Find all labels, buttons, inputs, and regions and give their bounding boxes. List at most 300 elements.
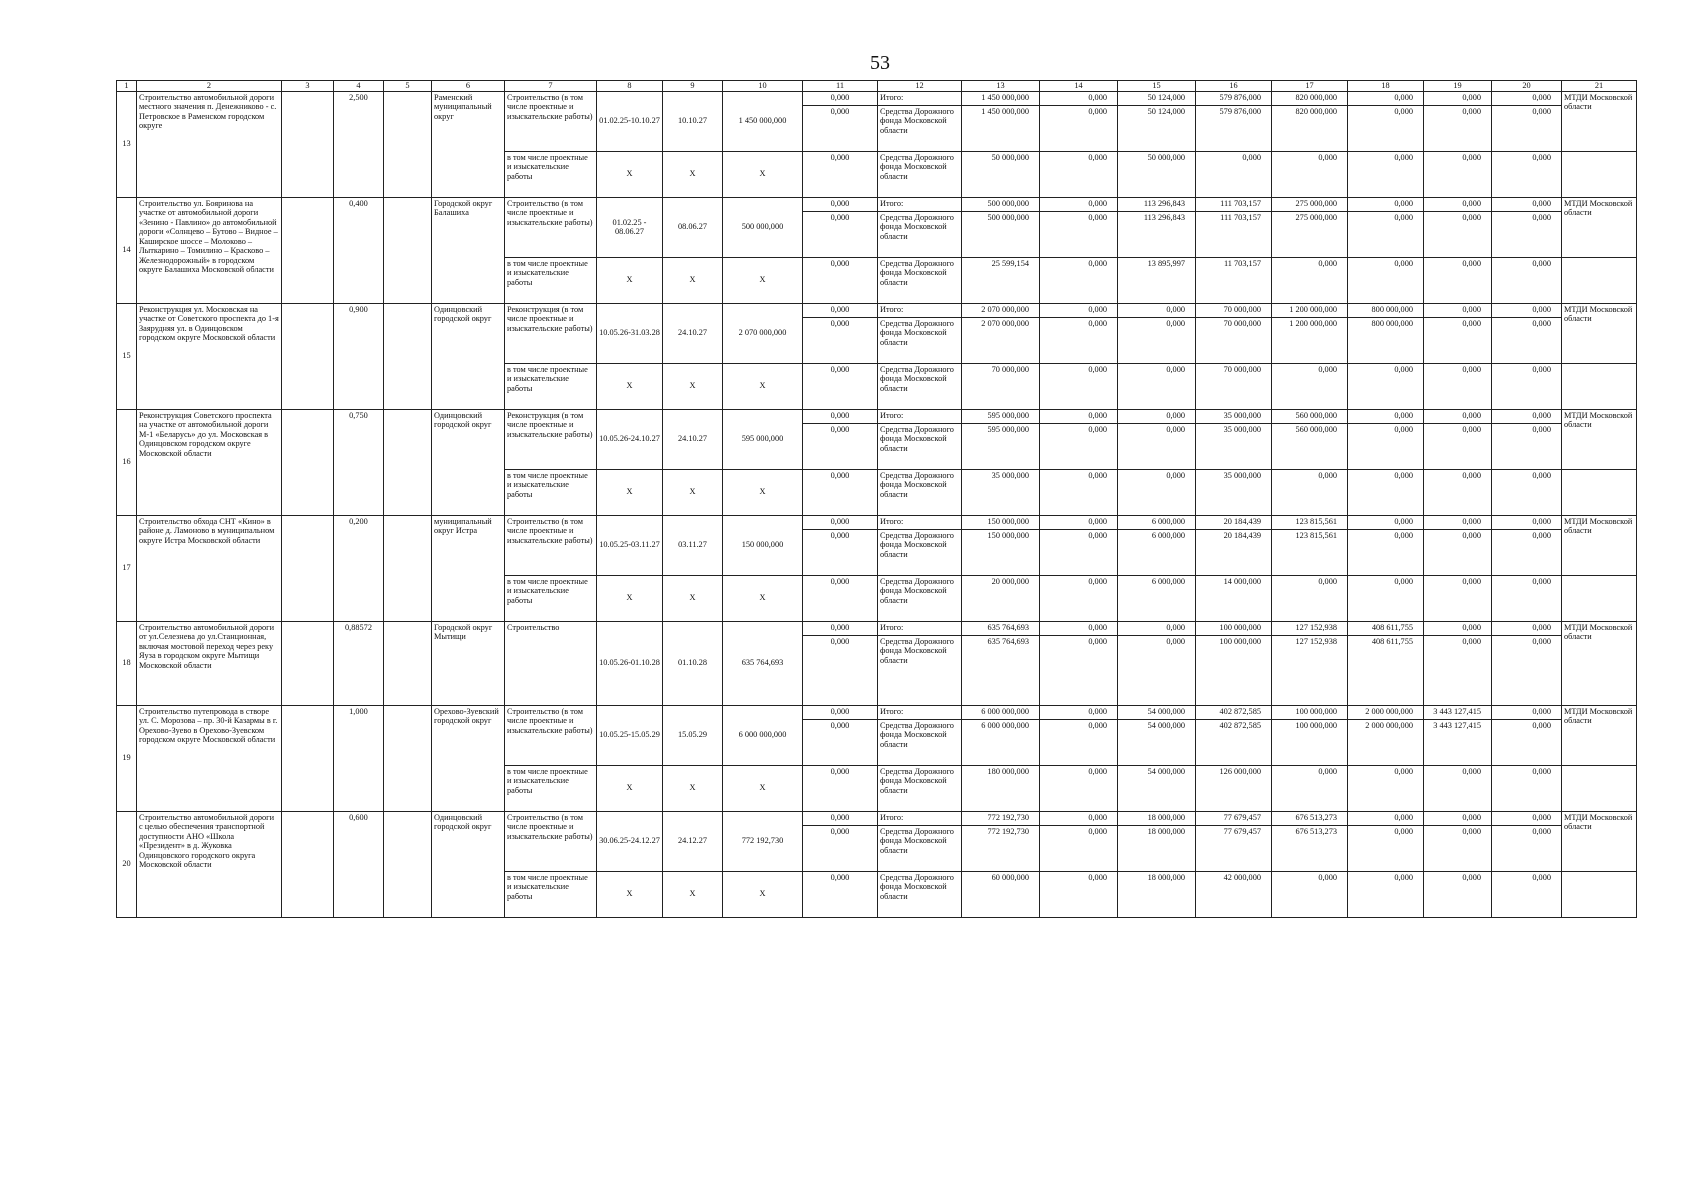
value-cell: 0,000 — [803, 303, 878, 317]
value-cell: 0,000 — [1348, 91, 1424, 105]
value-cell: 0,000 — [1424, 211, 1492, 257]
work-kind-cell: в том числе проектные и изыскательские работы — [505, 257, 597, 303]
work-kind-cell: Строительство (в том числе проектные и изыскательские работы) — [505, 91, 597, 151]
value-cell: 2 000 000,000 — [1348, 705, 1424, 719]
value-cell: 500 000,000 — [962, 211, 1040, 257]
value-cell: 50 124,000 — [1118, 91, 1196, 105]
value-cell: 0,000 — [803, 719, 878, 765]
value-cell: 150 000,000 — [962, 515, 1040, 529]
table-row — [117, 705, 1637, 719]
value-cell: 3 443 127,415 — [1424, 705, 1492, 719]
value-cell: 0,000 — [803, 871, 878, 917]
executor-cell — [1562, 363, 1637, 409]
work-kind-cell: Строительство (в том числе проектные и изыскательские работы) — [505, 811, 597, 871]
dates-cell: 10.05.26-31.03.28 — [597, 303, 663, 363]
value-cell: 0,000 — [1272, 765, 1348, 811]
funding-source-cell: Итого: — [878, 621, 962, 635]
funding-source-cell: Средства Дорожного фонда Московской области — [878, 871, 962, 917]
value-cell: 0,000 — [1492, 409, 1562, 423]
value-cell: 800 000,000 — [1348, 303, 1424, 317]
executor-cell: МТДИ Московской области — [1562, 409, 1637, 469]
funding-source-cell: Средства Дорожного фонда Московской области — [878, 575, 962, 621]
row-number: 16 — [117, 409, 137, 515]
column-3-cell — [282, 705, 334, 811]
column-number: 1 — [117, 81, 137, 92]
table-row — [117, 197, 1637, 211]
dates-cell: 01.02.25 - 08.06.27 — [597, 197, 663, 257]
value-cell: 0,000 — [1348, 105, 1424, 151]
value-cell: 20 000,000 — [962, 575, 1040, 621]
work-kind-cell: Строительство (в том числе проектные и изыскательские работы) — [505, 705, 597, 765]
column-number: 19 — [1424, 81, 1492, 92]
dates-cell: 01.02.25-10.10.27 — [597, 91, 663, 151]
executor-cell: МТДИ Московской области — [1562, 811, 1637, 871]
executor-cell — [1562, 469, 1637, 515]
value-cell: 0,000 — [803, 811, 878, 825]
value-cell: 11 703,157 — [1196, 257, 1272, 303]
column-3-cell — [282, 303, 334, 409]
value-cell: 0,000 — [1424, 871, 1492, 917]
value-cell: 275 000,000 — [1272, 211, 1348, 257]
value-cell: 70 000,000 — [1196, 363, 1272, 409]
value-cell: 0,000 — [1348, 469, 1424, 515]
value-cell: 0,000 — [1424, 825, 1492, 871]
value-cell: 0,000 — [1492, 257, 1562, 303]
value-cell: 0,000 — [1348, 197, 1424, 211]
value-cell: 0,000 — [1492, 363, 1562, 409]
value-cell: 0,000 — [1492, 719, 1562, 765]
column-3-cell — [282, 515, 334, 621]
value-cell: 0,000 — [1040, 635, 1118, 705]
value-cell: 0,000 — [1040, 409, 1118, 423]
value-cell: 0,000 — [1040, 105, 1118, 151]
x-mark-cell: Х — [723, 575, 803, 621]
value-cell: 2 000 000,000 — [1348, 719, 1424, 765]
value-cell: 0,000 — [1040, 515, 1118, 529]
table-row — [117, 91, 1637, 105]
value-cell: 0,000 — [1424, 469, 1492, 515]
cost-cell: 1 450 000,000 — [723, 91, 803, 151]
x-mark-cell: Х — [597, 363, 663, 409]
value-cell: 20 184,439 — [1196, 529, 1272, 575]
object-name: Строительство путепровода в створе ул. С. Морозова – пр. 30-й Казармы в г. Орехово-Зуево в Орехово-Зуевском городском округе Московской области — [137, 705, 282, 811]
value-cell: 18 000,000 — [1118, 825, 1196, 871]
column-number: 7 — [505, 81, 597, 92]
value-cell: 0,000 — [1040, 257, 1118, 303]
value-cell: 0,000 — [1492, 825, 1562, 871]
length-cell: 0,750 — [334, 409, 384, 515]
column-number: 17 — [1272, 81, 1348, 92]
funding-source-cell: Средства Дорожного фонда Московской области — [878, 257, 962, 303]
x-mark-cell: Х — [597, 469, 663, 515]
value-cell: 772 192,730 — [962, 825, 1040, 871]
municipality-cell: Городской округ Балашиха — [432, 197, 505, 303]
value-cell: 402 872,585 — [1196, 705, 1272, 719]
municipality-cell: Раменский муниципальный округ — [432, 91, 505, 197]
value-cell: 0,000 — [1040, 91, 1118, 105]
value-cell: 150 000,000 — [962, 529, 1040, 575]
value-cell: 1 200 000,000 — [1272, 303, 1348, 317]
column-number: 18 — [1348, 81, 1424, 92]
financing-table — [116, 80, 1637, 918]
value-cell: 0,000 — [1040, 363, 1118, 409]
value-cell: 0,000 — [1424, 529, 1492, 575]
cost-cell: 500 000,000 — [723, 197, 803, 257]
row-number: 14 — [117, 197, 137, 303]
value-cell: 0,000 — [1040, 825, 1118, 871]
value-cell: 0,000 — [1348, 409, 1424, 423]
value-cell: 0,000 — [1348, 825, 1424, 871]
column-number: 13 — [962, 81, 1040, 92]
value-cell: 275 000,000 — [1272, 197, 1348, 211]
value-cell: 560 000,000 — [1272, 409, 1348, 423]
work-kind-cell: Реконструкция (в том числе проектные и изыскательские работы) — [505, 303, 597, 363]
value-cell: 0,000 — [1040, 529, 1118, 575]
column-number: 8 — [597, 81, 663, 92]
value-cell: 0,000 — [1040, 317, 1118, 363]
object-name: Реконструкция ул. Московская на участке от Советского проспекта до 1-я Заярудняя ул. в Одинцовском городском округе Московской области — [137, 303, 282, 409]
value-cell: 25 599,154 — [962, 257, 1040, 303]
value-cell: 0,000 — [1492, 303, 1562, 317]
cost-cell: 595 000,000 — [723, 409, 803, 469]
municipality-cell: Одинцовский городской округ — [432, 409, 505, 515]
funding-source-cell: Средства Дорожного фонда Московской области — [878, 469, 962, 515]
value-cell: 54 000,000 — [1118, 705, 1196, 719]
column-number: 6 — [432, 81, 505, 92]
object-name: Строительство автомобильной дороги местного значения п. Денежниково - с. Петровское в Раменском городском округе — [137, 91, 282, 197]
value-cell: 635 764,693 — [962, 635, 1040, 705]
value-cell: 100 000,000 — [1196, 635, 1272, 705]
value-cell: 123 815,561 — [1272, 529, 1348, 575]
value-cell: 0,000 — [1118, 317, 1196, 363]
x-mark-cell: Х — [663, 575, 723, 621]
executor-cell: МТДИ Московской области — [1562, 515, 1637, 575]
value-cell: 0,000 — [803, 621, 878, 635]
value-cell: 0,000 — [803, 409, 878, 423]
value-cell: 113 296,843 — [1118, 197, 1196, 211]
end-date-cell: 08.06.27 — [663, 197, 723, 257]
table-body — [117, 91, 1637, 917]
value-cell: 6 000 000,000 — [962, 719, 1040, 765]
value-cell: 100 000,000 — [1272, 719, 1348, 765]
column-5-cell — [384, 811, 432, 917]
work-kind-cell: Строительство (в том числе проектные и изыскательские работы) — [505, 197, 597, 257]
municipality-cell: Одинцовский городской округ — [432, 811, 505, 917]
work-kind-cell: в том числе проектные и изыскательские работы — [505, 871, 597, 917]
end-date-cell: 24.10.27 — [663, 409, 723, 469]
value-cell: 500 000,000 — [962, 197, 1040, 211]
column-number: 2 — [137, 81, 282, 92]
value-cell: 0,000 — [803, 515, 878, 529]
row-number: 19 — [117, 705, 137, 811]
value-cell: 0,000 — [1492, 423, 1562, 469]
dates-cell: 10.05.25-03.11.27 — [597, 515, 663, 575]
value-cell: 111 703,157 — [1196, 197, 1272, 211]
value-cell: 13 895,997 — [1118, 257, 1196, 303]
length-cell: 0,900 — [334, 303, 384, 409]
value-cell: 0,000 — [1118, 635, 1196, 705]
cost-cell: 635 764,693 — [723, 621, 803, 705]
x-mark-cell: Х — [723, 469, 803, 515]
row-number: 18 — [117, 621, 137, 705]
value-cell: 676 513,273 — [1272, 811, 1348, 825]
value-cell: 0,000 — [1492, 871, 1562, 917]
column-5-cell — [384, 705, 432, 811]
value-cell: 595 000,000 — [962, 409, 1040, 423]
value-cell: 0,000 — [1348, 871, 1424, 917]
value-cell: 111 703,157 — [1196, 211, 1272, 257]
x-mark-cell: Х — [663, 257, 723, 303]
dates-cell: 30.06.25-24.12.27 — [597, 811, 663, 871]
value-cell: 0,000 — [803, 197, 878, 211]
length-cell: 0,200 — [334, 515, 384, 621]
column-3-cell — [282, 811, 334, 917]
column-3-cell — [282, 621, 334, 705]
value-cell: 0,000 — [1040, 197, 1118, 211]
funding-source-cell: Средства Дорожного фонда Московской области — [878, 363, 962, 409]
value-cell: 0,000 — [803, 825, 878, 871]
row-number: 17 — [117, 515, 137, 621]
value-cell: 18 000,000 — [1118, 871, 1196, 917]
length-cell: 0,400 — [334, 197, 384, 303]
value-cell: 0,000 — [1424, 621, 1492, 635]
executor-cell — [1562, 257, 1637, 303]
dates-cell: 10.05.26-01.10.28 — [597, 621, 663, 705]
end-date-cell: 03.11.27 — [663, 515, 723, 575]
value-cell: 50 000,000 — [962, 151, 1040, 197]
funding-source-cell: Средства Дорожного фонда Московской области — [878, 825, 962, 871]
funding-source-cell: Средства Дорожного фонда Московской области — [878, 529, 962, 575]
value-cell: 3 443 127,415 — [1424, 719, 1492, 765]
column-number: 9 — [663, 81, 723, 92]
value-cell: 6 000,000 — [1118, 575, 1196, 621]
length-cell: 0,88572 — [334, 621, 384, 705]
value-cell: 0,000 — [1118, 409, 1196, 423]
value-cell: 0,000 — [803, 151, 878, 197]
value-cell: 180 000,000 — [962, 765, 1040, 811]
value-cell: 127 152,938 — [1272, 621, 1348, 635]
value-cell: 0,000 — [1424, 105, 1492, 151]
value-cell: 820 000,000 — [1272, 91, 1348, 105]
x-mark-cell: Х — [663, 151, 723, 197]
executor-cell: МТДИ Московской области — [1562, 91, 1637, 151]
column-number: 3 — [282, 81, 334, 92]
value-cell: 0,000 — [1118, 363, 1196, 409]
value-cell: 18 000,000 — [1118, 811, 1196, 825]
executor-cell: МТДИ Московской области — [1562, 705, 1637, 765]
page-number: 53 — [870, 52, 890, 74]
value-cell: 77 679,457 — [1196, 811, 1272, 825]
value-cell: 1 450 000,000 — [962, 91, 1040, 105]
value-cell: 0,000 — [1424, 765, 1492, 811]
value-cell: 70 000,000 — [1196, 303, 1272, 317]
value-cell: 676 513,273 — [1272, 825, 1348, 871]
cost-cell: 772 192,730 — [723, 811, 803, 871]
value-cell: 0,000 — [1348, 529, 1424, 575]
value-cell: 402 872,585 — [1196, 719, 1272, 765]
municipality-cell: Одинцовский городской округ — [432, 303, 505, 409]
column-number: 12 — [878, 81, 962, 92]
value-cell: 100 000,000 — [1272, 705, 1348, 719]
value-cell: 0,000 — [1040, 719, 1118, 765]
executor-cell — [1562, 765, 1637, 811]
value-cell: 0,000 — [1040, 151, 1118, 197]
dates-cell: 10.05.25-15.05.29 — [597, 705, 663, 765]
value-cell: 579 876,000 — [1196, 105, 1272, 151]
column-5-cell — [384, 303, 432, 409]
value-cell: 127 152,938 — [1272, 635, 1348, 705]
value-cell: 77 679,457 — [1196, 825, 1272, 871]
column-number: 10 — [723, 81, 803, 92]
x-mark-cell: Х — [723, 151, 803, 197]
value-cell: 0,000 — [1424, 197, 1492, 211]
funding-source-cell: Итого: — [878, 303, 962, 317]
work-kind-cell: Строительство — [505, 621, 597, 705]
column-number: 5 — [384, 81, 432, 92]
value-cell: 0,000 — [1492, 575, 1562, 621]
value-cell: 14 000,000 — [1196, 575, 1272, 621]
value-cell: 0,000 — [1492, 811, 1562, 825]
executor-cell: МТДИ Московской области — [1562, 303, 1637, 363]
x-mark-cell: Х — [597, 871, 663, 917]
table-row — [117, 515, 1637, 529]
value-cell: 0,000 — [1424, 515, 1492, 529]
value-cell: 0,000 — [803, 257, 878, 303]
work-kind-cell: в том числе проектные и изыскательские работы — [505, 575, 597, 621]
municipality-cell: Орехово-Зуевский городской округ — [432, 705, 505, 811]
value-cell: 0,000 — [1424, 423, 1492, 469]
value-cell: 0,000 — [1492, 197, 1562, 211]
value-cell: 595 000,000 — [962, 423, 1040, 469]
cost-cell: 2 070 000,000 — [723, 303, 803, 363]
municipality-cell: муниципальный округ Истра — [432, 515, 505, 621]
value-cell: 0,000 — [1424, 811, 1492, 825]
funding-source-cell: Средства Дорожного фонда Московской области — [878, 211, 962, 257]
work-kind-cell: в том числе проектные и изыскательские работы — [505, 363, 597, 409]
value-cell: 0,000 — [1118, 621, 1196, 635]
executor-cell: МТДИ Московской области — [1562, 197, 1637, 257]
end-date-cell: 24.12.27 — [663, 811, 723, 871]
value-cell: 0,000 — [803, 105, 878, 151]
column-3-cell — [282, 91, 334, 197]
end-date-cell: 15.05.29 — [663, 705, 723, 765]
value-cell: 800 000,000 — [1348, 317, 1424, 363]
value-cell: 635 764,693 — [962, 621, 1040, 635]
value-cell: 0,000 — [1424, 409, 1492, 423]
value-cell: 0,000 — [1040, 303, 1118, 317]
object-name: Реконструкция Советского проспекта на участке от автомобильной дороги М-1 «Беларусь» до ул. Московская в Одинцовском городском округе Московской области — [137, 409, 282, 515]
work-kind-cell: в том числе проектные и изыскательские работы — [505, 469, 597, 515]
executor-cell — [1562, 151, 1637, 197]
x-mark-cell: Х — [597, 575, 663, 621]
table-row — [117, 409, 1637, 423]
value-cell: 2 070 000,000 — [962, 317, 1040, 363]
table-row — [117, 811, 1637, 825]
value-cell: 0,000 — [1348, 211, 1424, 257]
length-cell: 1,000 — [334, 705, 384, 811]
value-cell: 0,000 — [803, 575, 878, 621]
value-cell: 0,000 — [1040, 871, 1118, 917]
funding-source-cell: Итого: — [878, 515, 962, 529]
object-name: Строительство автомобильной дороги с целью обеспечения транспортной доступности АНО «Школа «Президент» в д. Жуковка Одинцовского городского округа Московской области — [137, 811, 282, 917]
funding-source-cell: Средства Дорожного фонда Московской области — [878, 105, 962, 151]
column-5-cell — [384, 409, 432, 515]
value-cell: 0,000 — [1424, 363, 1492, 409]
value-cell: 35 000,000 — [962, 469, 1040, 515]
value-cell: 0,000 — [1492, 621, 1562, 635]
x-mark-cell: Х — [597, 765, 663, 811]
work-kind-cell: Строительство (в том числе проектные и изыскательские работы) — [505, 515, 597, 575]
value-cell: 0,000 — [1348, 257, 1424, 303]
table-row — [117, 303, 1637, 317]
x-mark-cell: Х — [723, 363, 803, 409]
funding-source-cell: Итого: — [878, 197, 962, 211]
value-cell: 579 876,000 — [1196, 91, 1272, 105]
column-number: 16 — [1196, 81, 1272, 92]
value-cell: 0,000 — [803, 529, 878, 575]
value-cell: 0,000 — [1492, 529, 1562, 575]
funding-source-cell: Средства Дорожного фонда Московской области — [878, 765, 962, 811]
row-number: 15 — [117, 303, 137, 409]
value-cell: 2 070 000,000 — [962, 303, 1040, 317]
value-cell: 408 611,755 — [1348, 621, 1424, 635]
value-cell: 20 184,439 — [1196, 515, 1272, 529]
value-cell: 70 000,000 — [1196, 317, 1272, 363]
value-cell: 0,000 — [1492, 317, 1562, 363]
value-cell: 0,000 — [1040, 423, 1118, 469]
column-5-cell — [384, 91, 432, 197]
value-cell: 0,000 — [803, 211, 878, 257]
value-cell: 0,000 — [1118, 469, 1196, 515]
end-date-cell: 24.10.27 — [663, 303, 723, 363]
value-cell: 6 000,000 — [1118, 515, 1196, 529]
value-cell: 1 200 000,000 — [1272, 317, 1348, 363]
value-cell: 0,000 — [1424, 575, 1492, 621]
value-cell: 0,000 — [1272, 575, 1348, 621]
value-cell: 50 124,000 — [1118, 105, 1196, 151]
column-number-row — [117, 81, 1637, 92]
value-cell: 0,000 — [1424, 257, 1492, 303]
value-cell: 6 000 000,000 — [962, 705, 1040, 719]
value-cell: 0,000 — [803, 469, 878, 515]
executor-cell — [1562, 871, 1637, 917]
value-cell: 0,000 — [1348, 811, 1424, 825]
value-cell: 0,000 — [1424, 635, 1492, 705]
value-cell: 0,000 — [1040, 469, 1118, 515]
funding-source-cell: Средства Дорожного фонда Московской области — [878, 317, 962, 363]
value-cell: 0,000 — [803, 91, 878, 105]
funding-source-cell: Итого: — [878, 409, 962, 423]
value-cell: 0,000 — [1040, 575, 1118, 621]
funding-source-cell: Средства Дорожного фонда Московской области — [878, 635, 962, 705]
value-cell: 126 000,000 — [1196, 765, 1272, 811]
value-cell: 0,000 — [803, 705, 878, 719]
value-cell: 54 000,000 — [1118, 765, 1196, 811]
value-cell: 0,000 — [1492, 211, 1562, 257]
value-cell: 0,000 — [1492, 765, 1562, 811]
funding-source-cell: Средства Дорожного фонда Московской области — [878, 151, 962, 197]
value-cell: 0,000 — [1424, 317, 1492, 363]
value-cell: 0,000 — [1272, 871, 1348, 917]
value-cell: 0,000 — [1272, 469, 1348, 515]
value-cell: 0,000 — [803, 423, 878, 469]
end-date-cell: 10.10.27 — [663, 91, 723, 151]
value-cell: 0,000 — [1492, 635, 1562, 705]
value-cell: 0,000 — [1040, 705, 1118, 719]
value-cell: 0,000 — [1348, 515, 1424, 529]
funding-source-cell: Средства Дорожного фонда Московской области — [878, 719, 962, 765]
value-cell: 0,000 — [1348, 575, 1424, 621]
